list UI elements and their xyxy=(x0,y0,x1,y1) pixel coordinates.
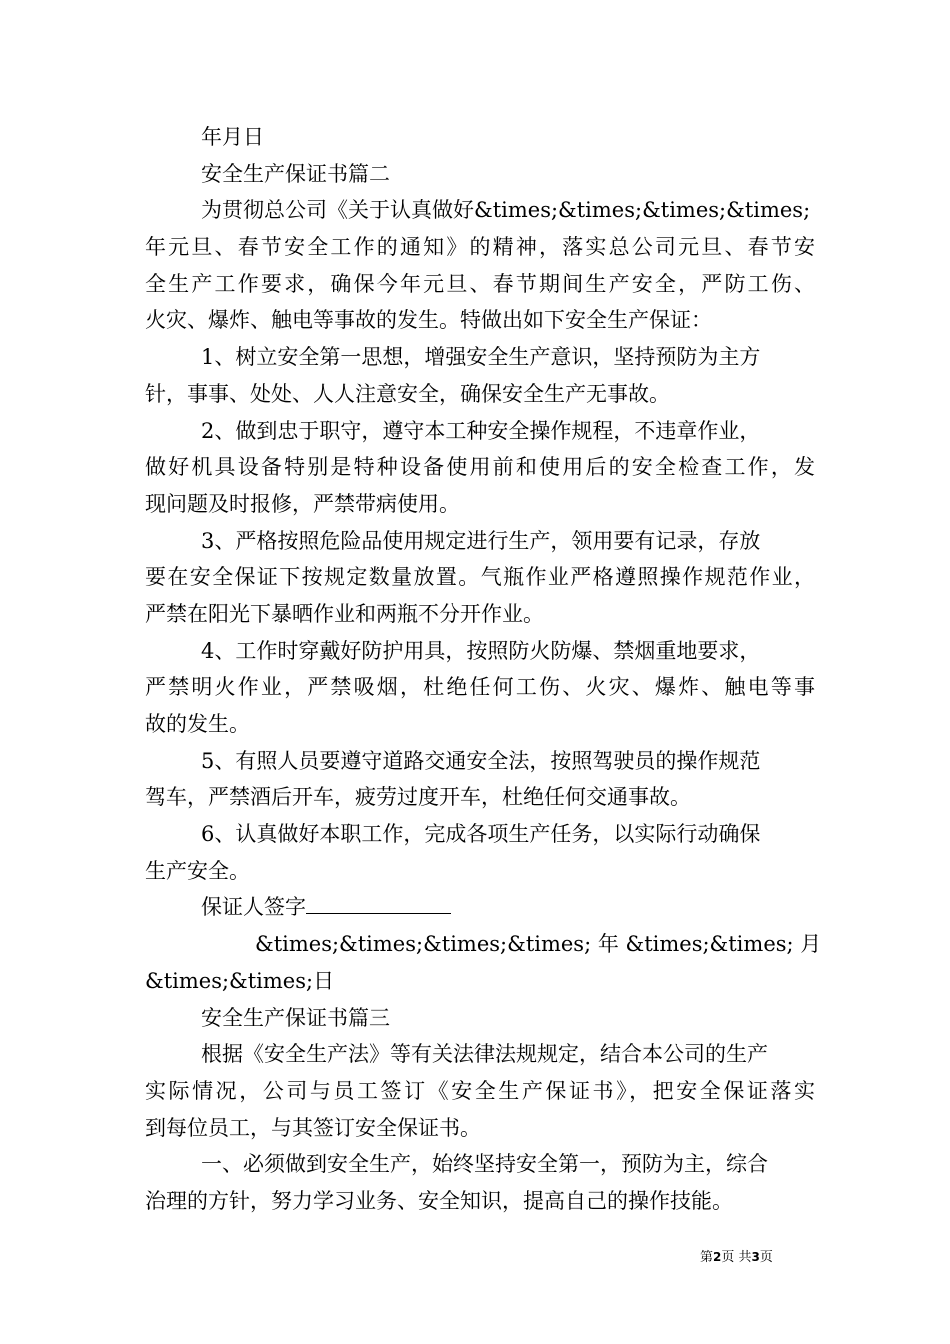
page-number-footer xyxy=(700,1248,820,1267)
paragraph-line: 根据《安全生产法》等有关法律法规规定，结合本公司的生产 xyxy=(201,1042,768,1067)
footer-suffix: 页 xyxy=(759,1250,773,1265)
paragraph-line: 到每位员工，与其签订安全保证书。 xyxy=(145,1115,481,1140)
document-body xyxy=(145,119,822,1220)
paragraph-line: 严禁明火作业，严禁吸烟，杜绝任何工伤、火灾、爆炸、触电等事 xyxy=(145,675,815,700)
paragraph-line: 故的发生。 xyxy=(145,712,250,736)
paragraph-line: 3、严格按照危险品使用规定进行生产，领用要有记录，存放 xyxy=(201,528,761,553)
paragraph-line: 生产安全。 xyxy=(145,858,250,883)
paragraph-line: 现问题及时报修，严禁带病使用。 xyxy=(145,491,460,516)
footer-middle: 页 共 xyxy=(721,1250,752,1265)
section-title-2: 安全生产保证书篇二 xyxy=(201,161,390,186)
paragraph-line: 火灾、爆炸、触电等事故的发生。特做出如下安全生产保证： xyxy=(145,308,712,333)
paragraph-line: 驾车，严禁酒后开车，疲劳过度开车，杜绝任何交通事故。 xyxy=(145,785,691,810)
paragraph-line: 4、工作时穿戴好防护用具，按照防火防爆、禁烟重地要求， xyxy=(201,638,761,663)
footer-prefix: 第 xyxy=(700,1250,714,1265)
paragraph-line: 针，事事、处处、人人注意安全，确保安全生产无事故。 xyxy=(145,381,670,406)
signature-date-line: &times;&times;&times;&times; 年 &times;&times; 月 xyxy=(255,932,822,957)
paragraph-line: 要在安全保证下按规定数量放置。气瓶作业严格遵照操作规范作业， xyxy=(145,565,815,590)
paragraph-line: 1、树立安全第一思想，增强安全生产意识，坚持预防为主方 xyxy=(201,345,761,370)
paragraph-line: 年元旦、春节安全工作的通知》的精神，落实总公司元旦、春节安 xyxy=(145,235,815,260)
paragraph-line: 严禁在阳光下暴晒作业和两瓶不分开作业。 xyxy=(145,601,544,626)
paragraph-line: 治理的方针，努力学习业务、安全知识，提高自己的操作技能。 xyxy=(145,1188,733,1213)
date-line: 年月日 xyxy=(201,125,264,149)
paragraph-line: 实际情况，公司与员工签订《安全生产保证书》，把安全保证落实 xyxy=(145,1078,815,1103)
signature-date-day: &times;&times;日 xyxy=(145,968,335,993)
signature-blank xyxy=(306,891,451,914)
paragraph-line: 2、做到忠于职守，遵守本工种安全操作规程，不违章作业， xyxy=(201,418,761,443)
paragraph-line: 6、认真做好本职工作，完成各项生产任务，以实际行动确保 xyxy=(201,822,761,847)
footer-page-number: 2 xyxy=(713,1250,722,1264)
footer-total-pages: 3 xyxy=(751,1250,760,1264)
signature-line xyxy=(145,889,815,926)
paragraph-line: 做好机具设备特别是特种设备使用前和使用后的安全检查工作，发 xyxy=(145,455,815,480)
paragraph-line: 一、必须做到安全生产，始终坚持安全第一，预防为主，综合 xyxy=(201,1152,768,1177)
paragraph-line: 5、有照人员要遵守道路交通安全法，按照驾驶员的操作规范 xyxy=(201,748,761,773)
signature-label: 保证人签字 xyxy=(201,895,306,920)
paragraph-line: 为贯彻总公司《关于认真做好&times;&times;&times;&times; xyxy=(201,198,811,223)
section-title-3: 安全生产保证书篇三 xyxy=(201,1005,390,1030)
paragraph-line: 全生产工作要求，确保今年元旦、春节期间生产安全，严防工伤、 xyxy=(145,271,815,296)
